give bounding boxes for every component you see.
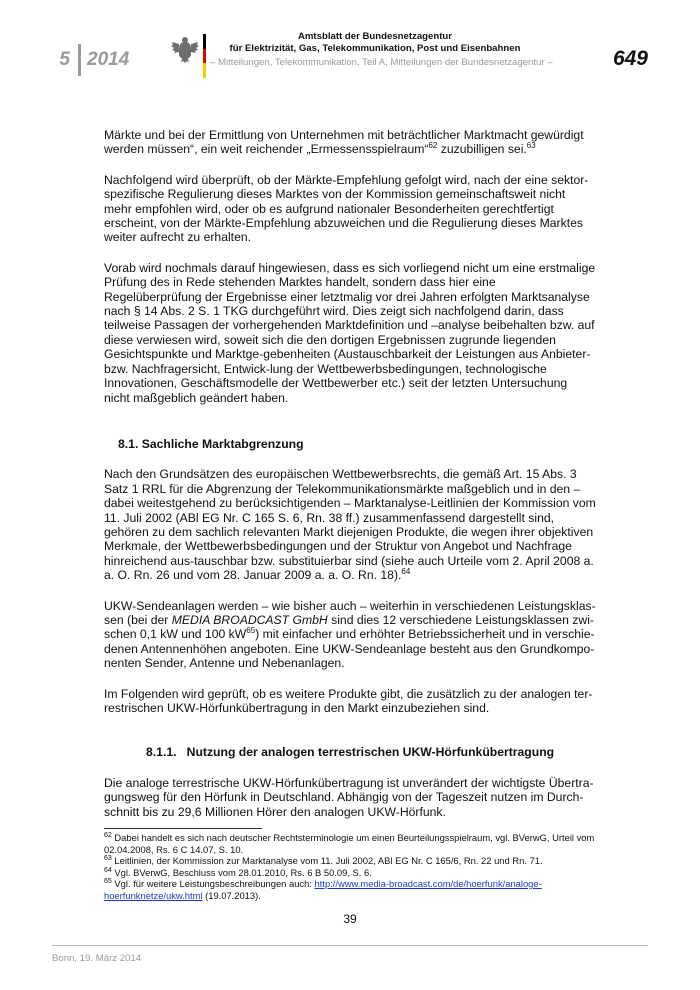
header-subtitle: – Mitteilungen, Telekommunikation, Teil A, Mitteilungen der Bundesnetzagentur – — [210, 57, 553, 68]
header-page-number: 649 — [612, 47, 648, 70]
header-title-line2: für Elektrizität, Gas, Telekommunikation, Post und Eisenbahnen — [229, 43, 521, 54]
paragraph-5-text-c: ) mit einfacher und erhöhter Betriebssicherheit und in verschie-denen Antennenhöhen angeboten. Eine UKW-Sendeanlage besteht aus den Grundkompo-nenten Sender, Antenne und Nebenanlagen. — [104, 627, 595, 671]
paragraph-5 — [104, 599, 596, 671]
footnote-number: 63 — [104, 854, 112, 862]
paragraph-1 — [104, 128, 596, 157]
section-heading-8-1-1: 8.1.1. Nutzung der analogen terrestrischen UKW-Hörfunkübertragung — [146, 745, 555, 760]
footnote-ref-62[interactable]: 62 — [428, 141, 438, 151]
footnote-64 — [104, 867, 596, 879]
footnote-text: Dabei handelt es sich nach deutscher Rechtsterminologie um einen Beurteilungsspielraum, vgl. BVerwG, Urteil vom 02.04.2008, Rs. 6 C 14.07, S. 10. — [104, 832, 595, 855]
flag-stripe-red — [203, 49, 206, 64]
federal-eagle-icon — [170, 34, 200, 64]
main-content — [104, 128, 596, 819]
footnote-link[interactable]: http://www.media-broadcast.com/de/hoerfunk/analoge-hoerfunknetze/ukw.html — [104, 878, 542, 901]
section-heading-8-1: 8.1. Sachliche Marktabgrenzung — [118, 436, 304, 451]
footnote-number: 62 — [104, 831, 112, 839]
german-flag-bar — [203, 34, 206, 78]
footnote-63 — [104, 855, 596, 867]
paragraph-5-text-b: sind dies 12 verschiedene Leistungsklassen zwi-schen 0,1 kW und 100 kW — [104, 612, 594, 642]
issue-label — [52, 44, 129, 76]
footnote-65 — [104, 878, 596, 901]
flag-stripe-black — [203, 34, 206, 49]
footnote-ref-64[interactable]: 64 — [401, 567, 411, 577]
footnote-text: Leitlinien, der Kommission zur Marktanalyse vom 11. Juli 2002, ABl EG Nr. C 165/6, Rn. 22 und Rn. 71. — [111, 855, 543, 866]
issue-year: 2014 — [87, 49, 130, 70]
paragraph-5-text-a: UKW-Sendeanlagen werden – wie bisher auch – weiterhin in verschiedenen Leistungsklas-sen (bei der — [104, 598, 596, 627]
footnote-text-after: (19.07.2013). — [202, 889, 261, 901]
paragraph-4-text: Nach den Grundsätzen des europäischen Wettbewerbsrechts, die gemäß Art. 15 Abs. 3 Satz 1 RRL für die Abgrenzung der Telekommunikationsmärkte maßgeblich und in den – dabei weitestgehend zu berücksichtigenden – Marktanalyse-Leitlinien der Kommission vom 11. Juli 2002 (ABl EG Nr. C 165 S. 6, Rn. 38 ff.) zusammenfassend dargestellt sind, gehören zu dem sachlich relevanten Markt diejenigen Produkte, die wegen ihrer objektiven Merkmale, der Wettbewerbsbedingungen und der Struktur von Angebot und Nachfrage hinreichend aus-tauschbar bzw. substituierbar sind (siehe auch Urteile vom 2. April 2008 a. a. O. Rn. 26 und vom 28. Januar 2009 a. a. O. Rn. 18). — [104, 467, 596, 583]
footnote-ref-65[interactable]: 65 — [246, 626, 256, 636]
paragraph-6: Im Folgenden wird geprüft, ob es weitere Produkte gibt, die zusätzlich zu der analogen ter-restrischen UKW-Hörfunkübertragung in den Markt einzubeziehen sind. — [104, 686, 593, 715]
company-name: MEDIA BROADCAST GmbH — [171, 612, 328, 627]
footer-date: Bonn, 19. März 2014 — [52, 953, 142, 964]
paragraph-7: Die analoge terrestrische UKW-Hörfunkübertragung ist unverändert der wichtigste Übertra-gungsweg für den Hörfunk in Deutschland. Abhängig von der Tageszeit nutzen im Durch-schnitt bis zu 29,6 Millionen Hörer den analogen UKW-Hörfunk. — [104, 775, 594, 819]
paragraph-4 — [104, 467, 596, 582]
footnote-62 — [104, 832, 596, 855]
footnote-ref-63[interactable]: 63 — [526, 141, 536, 151]
paragraph-1-text-b: zuzubilligen sei. — [437, 142, 527, 157]
footer-separator — [52, 945, 648, 946]
paragraph-1-text-a: Märkte und bei der Ermittlung von Unternehmen mit beträchtlicher Marktmacht gewürdigt werden müssen“, ein weit reichender „Ermessensspielraum“ — [104, 128, 584, 157]
footnote-text: Vgl. BVerwG, Beschluss vom 28.01.2010, Rs. 6 B 50.09, S. 6. — [111, 866, 372, 878]
footnote-text: Vgl. für weitere Leistungsbeschreibungen auch: — [111, 878, 315, 889]
flag-stripe-gold — [203, 63, 206, 78]
issue-number: 5 — [59, 49, 70, 70]
paragraph-3: Vorab wird nochmals darauf hingewiesen, dass es sich vorliegend nicht um eine erstmalige Prüfung des in Rede stehenden Marktes handelt, sondern dass hier eine Regelüberprüfung der Ergebnisse einer letztmalig vor drei Jahren erfolgten Marktsanalyse nach § 14 Abs. 2 S. 1 TKG durchgeführt wird. Dies zeigt sich nachfolgend darin, dass teilweise Passagen der vorhergehenden Marktdefinition und –analyse beibehalten bzw. auf diese verwiesen wird, soweit sich die den dortigen Ergebnissen zugrunde liegenden Gesichtspunkte und Marktge-gebenheiten (Austauschbarkeit der Leistungen aus Anbieter- bzw. Nachfragersicht, Entwick-lung der Wettbewerbsbedingungen, technologische Innovationen, Geschäftsmodelle der Wettbewerber etc.) seit der letzten Untersuchung nicht maßgeblich geändert haben. — [104, 260, 596, 405]
footnote-number: 64 — [104, 866, 112, 874]
document-page-number: 39 — [343, 912, 357, 926]
paragraph-2: Nachfolgend wird überprüft, ob der Märkte-Empfehlung gefolgt wird, nach der eine sektor-spezifische Regulierung dieses Marktes von der Kommission gemeinschaftsweit nicht mehr empfohlen wird, oder ob es aufgrund nationaler Besonderheiten gerechtfertigt erscheint, von der Märkte-Empfehlung abzuweichen und die Regulierung dieses Marktes weiter aufrecht zu erhalten. — [104, 172, 589, 245]
issue-divider — [78, 44, 81, 76]
header-title-line1: Amtsblatt der Bundesnetzagentur — [297, 31, 453, 42]
footnote-number: 65 — [104, 877, 112, 885]
footnote-separator — [104, 828, 262, 829]
footnotes — [104, 832, 596, 901]
